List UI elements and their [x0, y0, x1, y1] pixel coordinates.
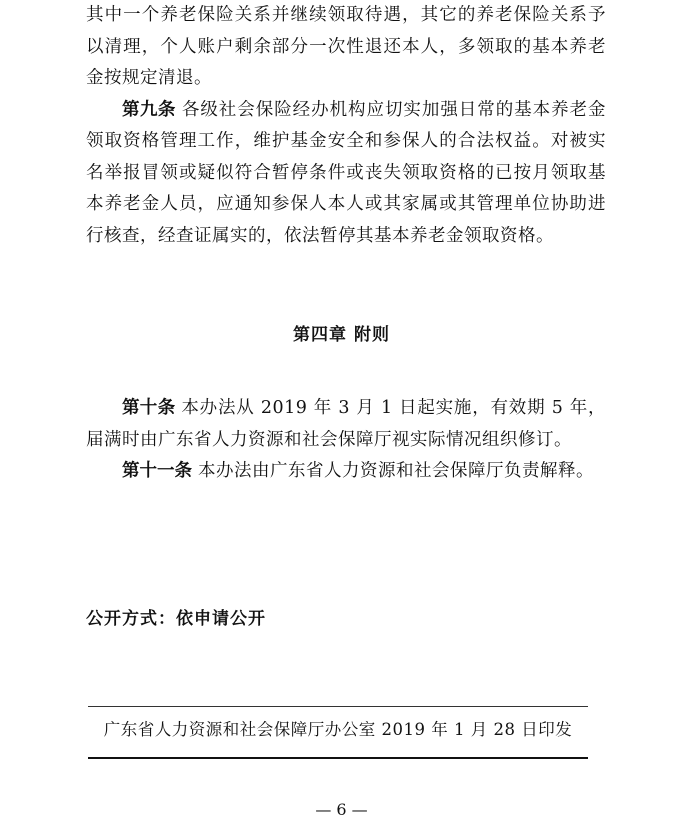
body-text-lower: [86, 393, 606, 488]
article-10-text: 本办法从 2019 年 3 月 1 日起实施，有效期 5 年，届满时由广东省人力资源和社会保障厅视实际情况组织修订。: [86, 398, 606, 450]
paragraph-continuation: 其中一个养老保险关系并继续领取待遇，其它的养老保险关系予以清理，个人账户剩余部分一次性退还本人，多领取的基本养老金按规定清退。: [86, 5, 606, 88]
article-11-text: 本办法由广东省人力资源和社会保障厅负责解释。: [198, 461, 594, 481]
article-10-label: 第十条: [122, 398, 176, 418]
footer-top-rule: [88, 706, 588, 707]
disclosure-method: 公开方式：依申请公开: [86, 609, 266, 629]
footer-bottom-rule: [88, 757, 588, 759]
article-11-label: 第十一条: [122, 461, 192, 481]
article-10-paragraph: [86, 393, 606, 456]
article-9-paragraph: [86, 95, 606, 253]
chapter-4-heading: 第四章 附则: [293, 325, 390, 345]
article-9-text: 各级社会保险经办机构应切实加强日常的基本养老金领取资格管理工作，维护基金安全和参保人的合法权益。对被实名举报冒领或疑似符合暂停条件或丧失领取资格的已按月领取基本养老金人员，应通知参保人本人或其家属或其管理单位协助进行核查，经查证属实的，依法暂停其基本养老金领取资格。: [86, 99, 607, 246]
page-number: — 6 —: [315, 800, 368, 819]
article-11-paragraph: [86, 456, 606, 488]
body-text-upper: [86, 0, 606, 252]
article-9-label: 第九条: [122, 99, 176, 120]
issuing-office-line: 广东省人力资源和社会保障厅办公室 2019 年 1 月 28 日印发: [103, 720, 573, 739]
